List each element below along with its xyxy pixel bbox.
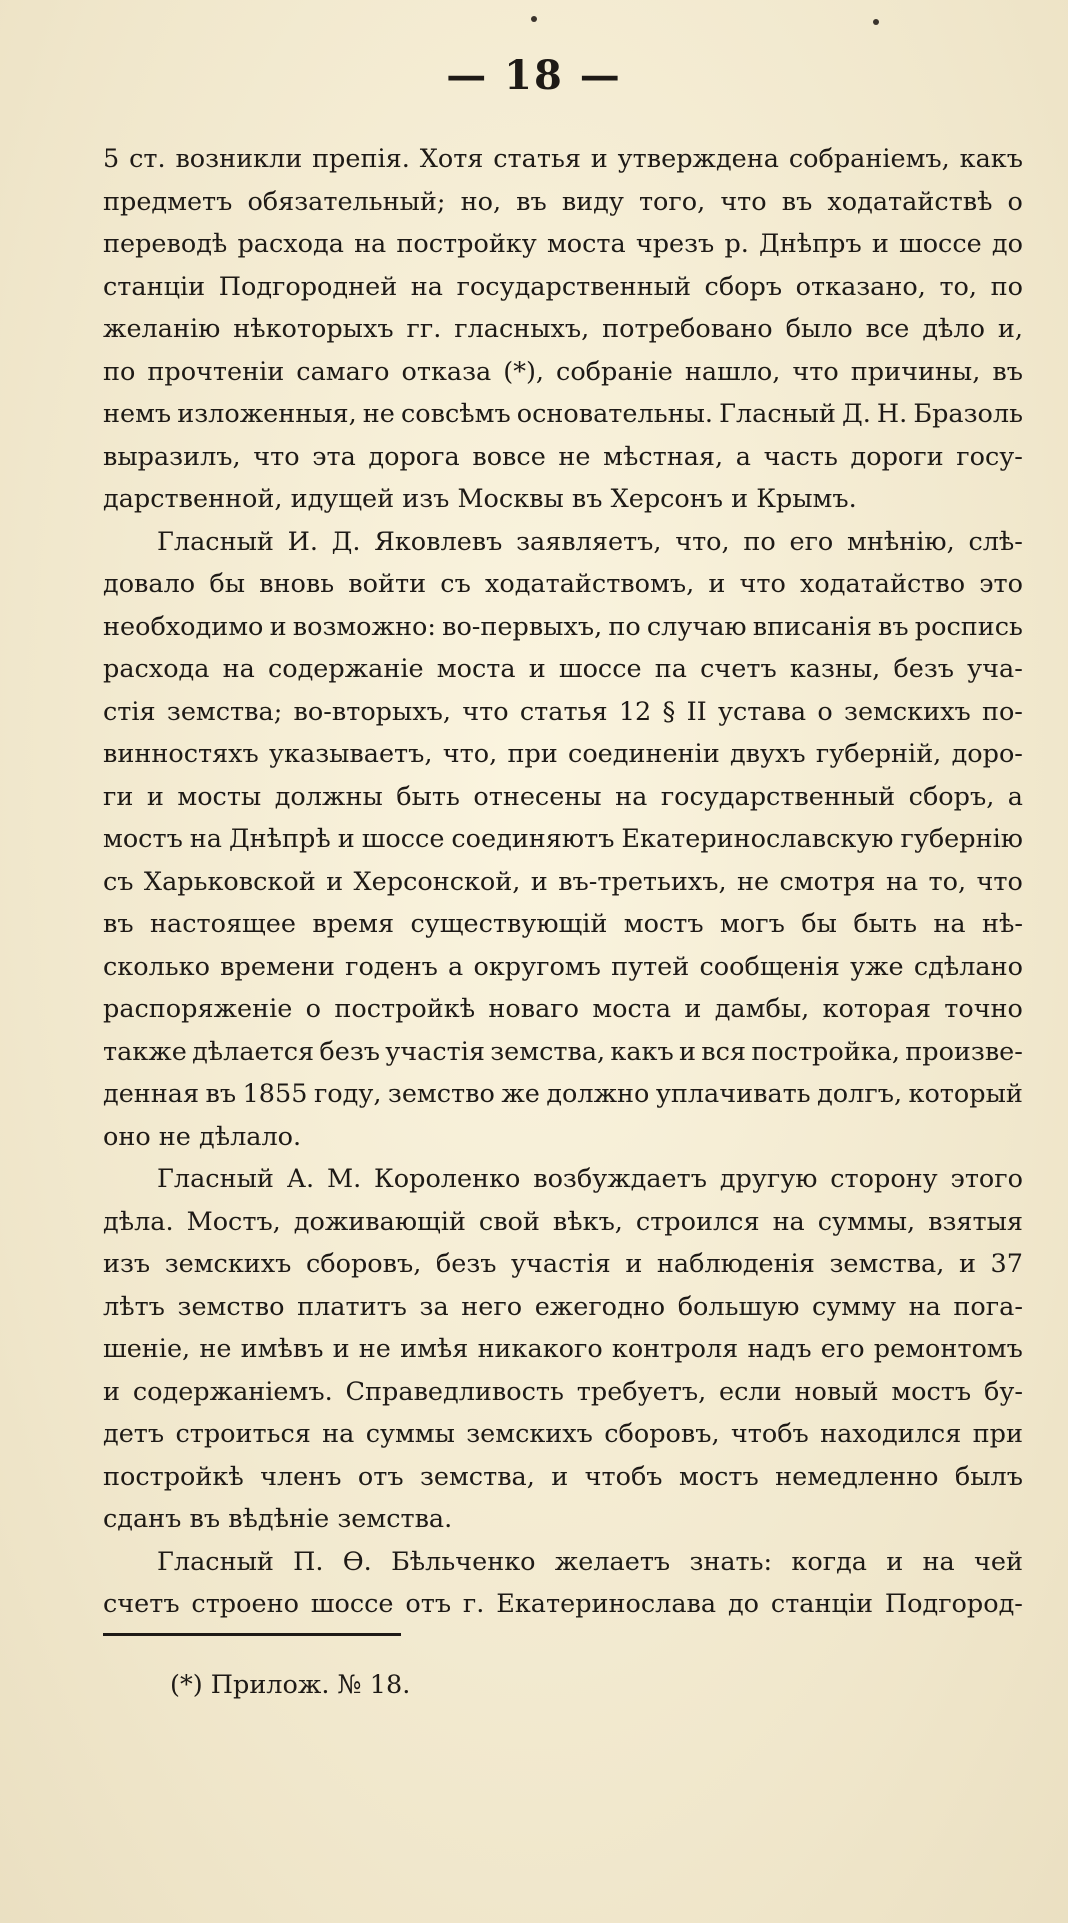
paragraph-3 xyxy=(103,1158,1023,1541)
text-line: сданъ въ вѣдѣніе земства. xyxy=(103,1504,453,1534)
text-line: также дѣлается безъ участія земства, какъ и вся постройка, произве- xyxy=(103,1036,1023,1067)
footnote: (*) Прилож. № 18. xyxy=(170,1670,411,1700)
text-line: Гласный А. М. Короленко возбуждаетъ другую сторону этого xyxy=(157,1164,1023,1194)
body-text xyxy=(103,138,1023,1626)
text-line: по прочтеніи самаго отказа (*), собраніе нашло, что причины, въ xyxy=(103,356,1023,387)
text-line: въ настоящее время существующій мостъ могъ бы быть на нѣ- xyxy=(103,909,1023,939)
text-line: счетъ строено шоссе отъ г. Екатеринослава до станціи Подгород- xyxy=(103,1589,1023,1619)
text-line: съ Харьковской и Херсонской, и въ-третьихъ, не смотря на то, что xyxy=(103,866,1023,897)
text-line: мостъ на Днѣпрѣ и шоссе соединяютъ Екатеринославскую губернію xyxy=(103,824,1023,854)
text-line: постройкѣ членъ отъ земства, и чтобъ мостъ немедленно былъ xyxy=(103,1461,1023,1492)
text-line: Гласный П. Ѳ. Бѣльченко желаетъ знать: когда и на чей xyxy=(157,1546,1023,1577)
text-line: дарственной, идущей изъ Москвы въ Херсонъ и Крымъ. xyxy=(103,484,857,514)
paragraph-1 xyxy=(103,138,1023,521)
text-line: переводѣ расхода на постройку моста чрезъ р. Днѣпръ и шоссе до xyxy=(103,229,1023,259)
text-line: станціи Подгородней на государственный сборъ отказано, то, по xyxy=(103,271,1023,302)
paragraph-4 xyxy=(103,1541,1023,1626)
text-line: 5 ст. возникли препія. Хотя статья и утверждена собраніемъ, какъ xyxy=(103,144,1023,174)
text-line: предметъ обязательный; но, въ виду того, что въ ходатайствѣ о xyxy=(103,186,1023,217)
text-line: немъ изложенныя, не совсѣмъ основательны. Гласный Д. Н. Бразоль xyxy=(103,399,1023,429)
paragraph-2 xyxy=(103,521,1023,1159)
text-line: Гласный И. Д. Яковлевъ заявляетъ, что, по его мнѣнію, слѣ- xyxy=(157,526,1023,557)
text-line: довало бы вновь войти съ ходатайствомъ, и что ходатайство это xyxy=(103,569,1023,599)
text-line: расхода на содержаніе моста и шоссе па счетъ казны, безъ уча- xyxy=(103,654,1023,684)
ink-speck xyxy=(873,19,879,25)
text-line: лѣтъ земство платитъ за него ежегодно большую сумму на пога- xyxy=(103,1291,1023,1322)
text-line: дѣла. Мостъ, доживающій свой вѣкъ, строился на суммы, взятыя xyxy=(103,1206,1023,1237)
text-line: шеніе, не имѣвъ и не имѣя никакого контроля надъ его ремонтомъ xyxy=(103,1334,1023,1364)
text-line: стія земства; во-вторыхъ, что статья 12 § II устава о земскихъ по- xyxy=(103,696,1023,727)
page-number: — 18 — xyxy=(446,52,622,99)
text-line: сколько времени годенъ а округомъ путей сообщенія уже сдѣлано xyxy=(103,951,1023,982)
text-line: распоряженіе о постройкѣ новаго моста и дамбы, которая точно xyxy=(103,994,1023,1024)
text-line: винностяхъ указываетъ, что, при соединеніи двухъ губерній, доро- xyxy=(103,739,1023,769)
text-line: оно не дѣлало. xyxy=(103,1121,302,1152)
text-line: денная въ 1855 году, земство же должно уплачивать долгъ, который xyxy=(103,1079,1023,1109)
text-line: необходимо и возможно: во-первыхъ, по случаю вписанія въ роспись xyxy=(103,611,1023,642)
footnote-rule xyxy=(103,1633,401,1636)
text-line: выразилъ, что эта дорога вовсе не мѣстная, а часть дороги госу- xyxy=(103,441,1023,472)
ink-speck xyxy=(531,16,537,22)
text-line: ги и мосты должны быть отнесены на государственный сборъ, а xyxy=(103,781,1023,812)
text-line: изъ земскихъ сборовъ, безъ участія и наблюденія земства, и 37 xyxy=(103,1249,1023,1279)
text-line: желанію нѣкоторыхъ гг. гласныхъ, потребовано было все дѣло и, xyxy=(103,314,1023,344)
text-line: и содержаніемъ. Справедливость требуетъ, если новый мостъ бу- xyxy=(103,1376,1023,1407)
text-line: детъ строиться на суммы земскихъ сборовъ, чтобъ находился при xyxy=(103,1419,1023,1449)
